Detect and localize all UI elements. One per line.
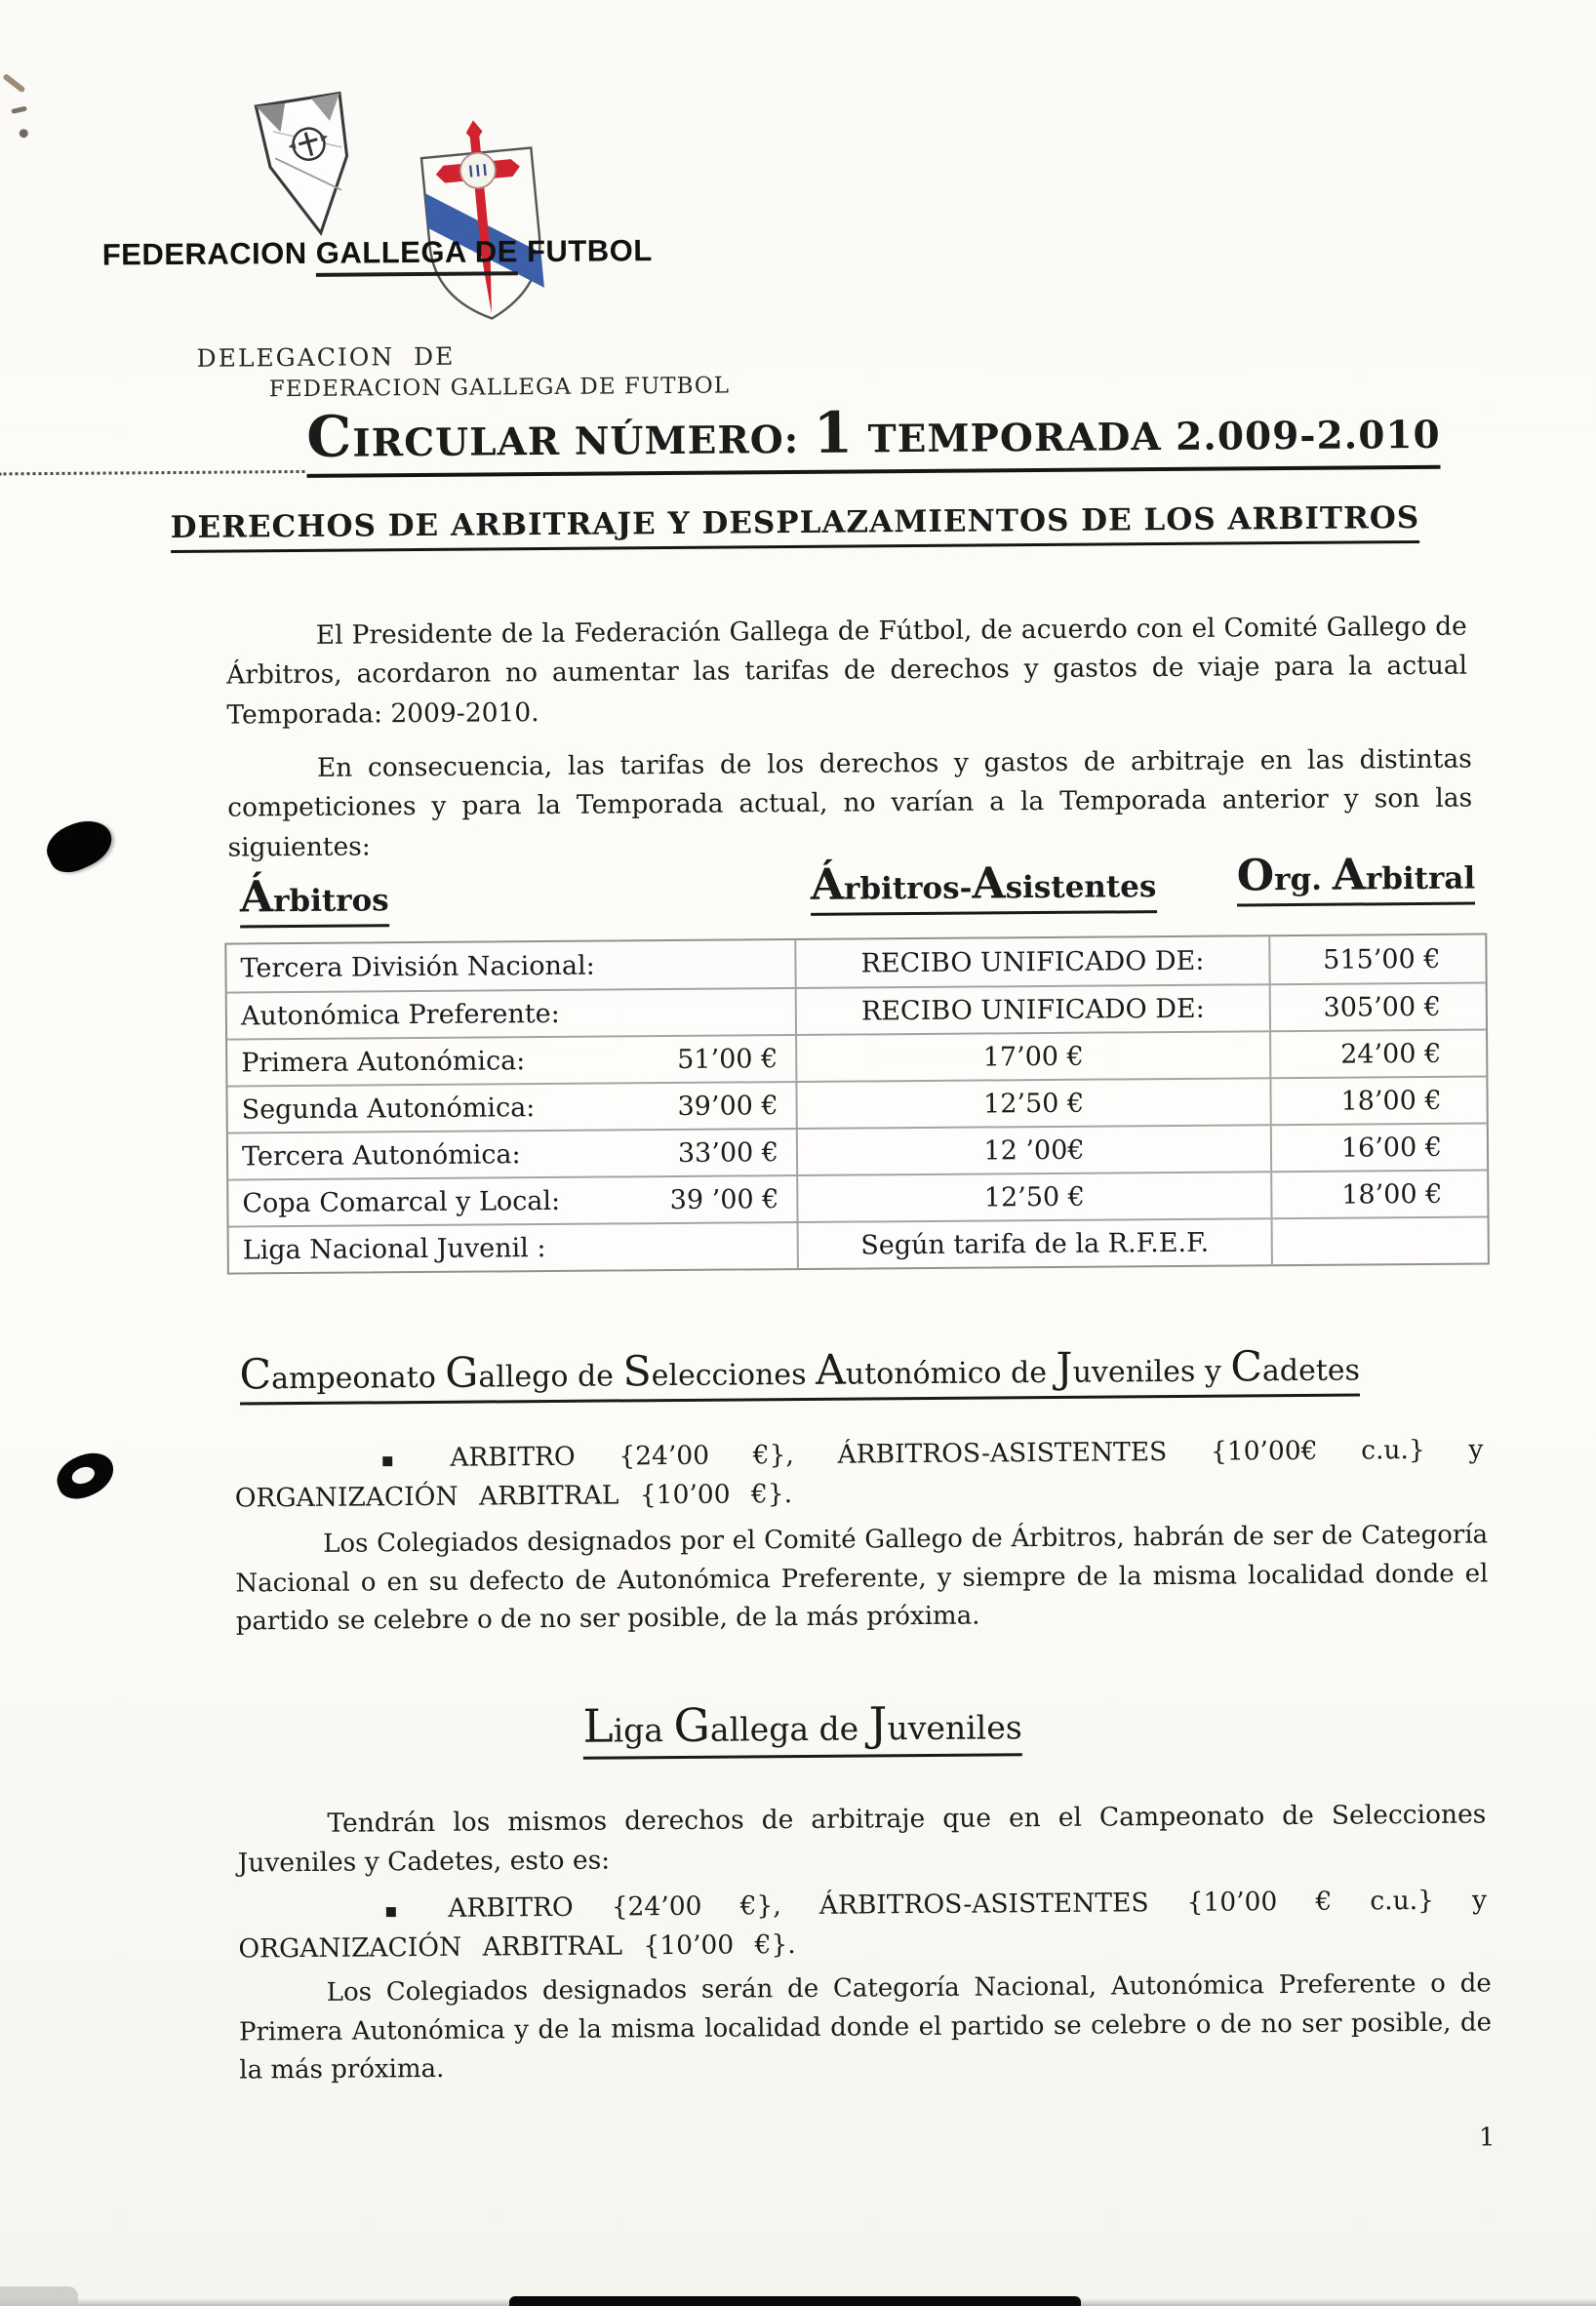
circular-number: 1 bbox=[813, 399, 855, 466]
column-header-org-arbitral: Org. Arbitral bbox=[1237, 850, 1476, 907]
title-season: TEMPORADA 2.009-2.010 bbox=[853, 412, 1441, 462]
competition-label: Segunda Autonómica: bbox=[241, 1092, 536, 1125]
table-cell-category bbox=[227, 989, 797, 1039]
fees-table-row bbox=[228, 1122, 1487, 1178]
dotted-leader-line bbox=[0, 470, 305, 475]
circular-title bbox=[306, 395, 1441, 478]
federation-name-part: FEDERACION bbox=[101, 235, 316, 272]
org-fee bbox=[1273, 1217, 1488, 1264]
scan-mark-icon bbox=[2, 73, 25, 94]
section-heading-row bbox=[2, 1340, 1596, 1408]
referee-fee: 39’00 € bbox=[677, 1090, 778, 1122]
assistants-fee: RECIBO UNIFICADO DE: bbox=[797, 985, 1271, 1034]
assistants-fee: 12 ’00€ bbox=[798, 1126, 1272, 1174]
org-fee: 16’00 € bbox=[1340, 1132, 1443, 1164]
fee-bullet-cadetes bbox=[234, 1430, 1484, 1519]
table-cell-category bbox=[229, 1223, 799, 1273]
assistants-fee: 12’50 € bbox=[797, 1079, 1271, 1128]
org-fee: 305’00 € bbox=[1323, 991, 1441, 1023]
page-number: 1 bbox=[1478, 2123, 1496, 2153]
assistants-fee: RECIBO UNIFICADO DE: bbox=[796, 936, 1270, 987]
assistants-fee: Según tarifa de la R.F.E.F. bbox=[799, 1219, 1273, 1268]
competition-label: Autonómica Preferente: bbox=[240, 998, 560, 1031]
circular-subtitle: DERECHOS DE ARBITRAJE Y DESPLAZAMIENTOS DE LOS ARBITROS bbox=[171, 500, 1420, 553]
bullet-square-icon: ▪ bbox=[383, 1898, 416, 1923]
federation-name-part: FUTBOL bbox=[517, 233, 653, 269]
table-cell-category bbox=[228, 1176, 798, 1226]
fees-table-row bbox=[227, 981, 1486, 1038]
fee-bullet-text: ARBITRO {24’00 €}, ÁRBITROS-ASISTENTES {10’00 € c.u.} y ORGANIZACIÓN ARBITRAL {10’00 €}. bbox=[238, 1885, 1488, 1965]
federation-crest-icon bbox=[400, 117, 568, 340]
competition-label: Liga Nacional Juvenil : bbox=[242, 1232, 546, 1265]
scan-mark-icon bbox=[20, 129, 28, 138]
juveniles-paragraph-1: Tendrán los mismos derechos de arbitraje que en el Campeonato de Selecciones Juveniles y Cadetes, esto es: bbox=[237, 1799, 1487, 1879]
juveniles-paragraph-2: Los Colegiados designados serán de Categoría Nacional, Autonómica Preferente o de Primera Autonómica y de la misma localidad donde el partido se celebre o de no ser posible, de la más próxima. bbox=[238, 1968, 1493, 2086]
org-fee: 24’00 € bbox=[1340, 1038, 1442, 1070]
fees-table bbox=[224, 933, 1490, 1274]
org-fee: 515’00 € bbox=[1323, 943, 1441, 975]
federation-name-underlined-part: GALLEGA DE bbox=[316, 234, 518, 277]
table-cell-category bbox=[228, 1130, 798, 1179]
section-heading-row bbox=[4, 1693, 1596, 1765]
title-text: IRCULAR NÚMERO: bbox=[352, 417, 814, 466]
referee-fee: 33’00 € bbox=[677, 1136, 779, 1169]
intro-paragraph-2: En consecuencia, las tarifas de los derechos y gastos de arbitraje en las distintas competiciones y para la Temporada actual, no varían a la Temporada anterior y son las siguientes: bbox=[227, 743, 1473, 863]
competition-label: Primera Autonómica: bbox=[241, 1045, 526, 1078]
federation-name bbox=[102, 233, 653, 272]
assistants-fee: 17’00 € bbox=[797, 1032, 1271, 1081]
column-header-arbitros-asistentes: Árbitros-Asistentes bbox=[811, 857, 1157, 916]
bullet-square-icon: ▪ bbox=[380, 1448, 418, 1472]
ink-blot-hole bbox=[69, 1464, 97, 1487]
scan-mark-icon bbox=[11, 106, 27, 114]
ink-blot-artifact bbox=[51, 1447, 120, 1505]
section-heading-cadetes: Campeonato Gallego de Selecciones Autonómico de Juveniles y Cadetes bbox=[239, 1341, 1360, 1405]
ink-blot-artifact bbox=[40, 812, 119, 880]
fees-table-row bbox=[227, 1028, 1486, 1085]
intro-paragraph-1: El Presidente de la Federación Gallega de Fútbol, de acuerdo con el Comité Gallego de Árbitros, acordaron no aumentar las tarifas de derechos y gastos de viaje para la actual Temporada: 2009-2010. bbox=[226, 611, 1468, 731]
section-heading-juveniles: Liga Gallega de Juveniles bbox=[582, 1697, 1022, 1760]
referee-fee: 51’00 € bbox=[677, 1043, 778, 1075]
delegation-line-2: FEDERACION GALLEGA DE FUTBOL bbox=[268, 373, 731, 403]
referee-fee: 39 ’00 € bbox=[669, 1183, 779, 1215]
cadetes-paragraph: Los Colegiados designados por el Comité Gallego de Árbitros, habrán de ser de Categoría Nacional o en su defecto de Autonómica Preferente, y siempre de la misma localidad donde el partido se celebre o de no ser posible, de la más próxima. bbox=[235, 1520, 1489, 1637]
scan-corner-shadow bbox=[0, 2286, 78, 2306]
org-fee: 18’00 € bbox=[1341, 1178, 1443, 1211]
competition-label: Copa Comarcal y Local: bbox=[242, 1185, 561, 1218]
table-cell-category bbox=[226, 940, 796, 992]
column-header-arbitros: Árbitros bbox=[240, 871, 389, 928]
fees-table-row bbox=[229, 1215, 1488, 1272]
subtitle-row bbox=[112, 500, 1478, 554]
assistants-fee: 12’50 € bbox=[798, 1173, 1272, 1221]
fees-table-row bbox=[228, 1169, 1487, 1225]
title-lead-cap: C bbox=[305, 403, 353, 470]
fees-table-row bbox=[226, 934, 1485, 991]
table-cell-category bbox=[227, 1036, 797, 1086]
fees-table-row bbox=[227, 1075, 1486, 1132]
pennant-badge-icon bbox=[251, 85, 377, 242]
competition-label: Tercera División Nacional: bbox=[240, 950, 595, 983]
scan-edge-black-bar bbox=[509, 2296, 1081, 2306]
org-fee: 18’00 € bbox=[1340, 1085, 1442, 1117]
fee-bullet-juveniles bbox=[238, 1881, 1488, 1969]
delegation-line-1: DELEGACION DE bbox=[196, 341, 456, 373]
competition-label: Tercera Autonómica: bbox=[241, 1138, 521, 1172]
fee-bullet-text: ARBITRO {24’00 €}, ÁRBITROS-ASISTENTES {10’00€ c.u.} y ORGANIZACIÓN ARBITRAL {10’00 €}. bbox=[234, 1434, 1484, 1514]
table-cell-category bbox=[227, 1083, 797, 1133]
